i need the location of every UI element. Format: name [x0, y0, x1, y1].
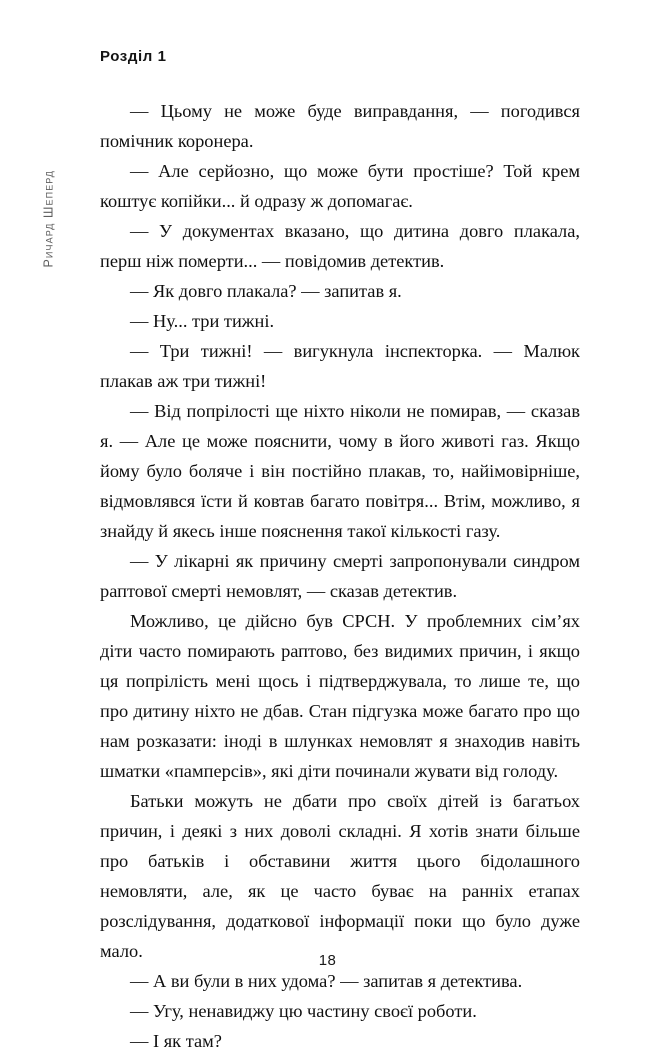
- body-paragraph: — Цьому не може буде виправдання, — погодився помічник коронера.: [100, 101, 580, 151]
- page-number: 18: [318, 952, 337, 969]
- body-paragraph: — У лікарні як причину смерті запропонували синдром раптової смерті немовлят, — сказав детектив.: [100, 551, 580, 601]
- body-paragraph: — Як довго плакала? — запитав я.: [130, 281, 402, 301]
- body-paragraph: — Три тижні! — вигукнула інспекторка. — Малюк плакав аж три тижні!: [100, 341, 580, 391]
- body-paragraph: Можливо, це дійсно був СРСН. У проблемних сім’ях діти часто помирають раптово, без видимих причин, і якщо ця попрілість мені щось і підтверджувала, то лише те, що про дитину ніхто не дбав. Стан підгузка може багато про що нам розказати: іноді в шлунках немовлят я знаходив навіть шматки «памперсів», які діти починали жувати від голоду.: [100, 611, 580, 781]
- body-paragraph: — У документах вказано, що дитина довго плакала, перш ніж померти... — повідомив детектив.: [100, 221, 580, 271]
- running-head-chapter: Розділ 1: [100, 48, 167, 65]
- body-paragraph: Батьки можуть не дбати про своїх дітей із багатьох причин, і деякі з них доволі складні. Я хотів знати більше про батьків і обставини життя цього бідолашного немовляти, але, як це часто буває на ранніх етапах розслідування, додаткової інформації поки що було дуже мало.: [100, 791, 580, 961]
- body-paragraph: — Угу, ненавиджу цю частину своєї роботи.: [130, 1001, 477, 1021]
- body-paragraph: — Але серйозно, що може бути простіше? Той крем коштує копійки... й одразу ж допомагає.: [100, 161, 580, 211]
- body-paragraph: — А ви були в них удома? — запитав я детектива.: [130, 971, 523, 991]
- margin-author-name: Ричард Шеперд: [41, 169, 56, 267]
- body-paragraph: — І як там?: [130, 1031, 222, 1051]
- margin-author-rail: [41, 92, 76, 267]
- body-paragraph: — Ну... три тижні.: [130, 311, 275, 331]
- body-paragraph: — Від попрілості ще ніхто ніколи не помирав, — сказав я. — Але це може пояснити, чому в його животі газ. Якщо йому було боляче і він постійно плакав, то, найімовірніше, відмовлявся їсти й ковтав багато повітря... Втім, можливо, я знайду й якесь інше пояснення такої кількості газу.: [100, 401, 580, 541]
- body-text-column: [100, 96, 580, 1056]
